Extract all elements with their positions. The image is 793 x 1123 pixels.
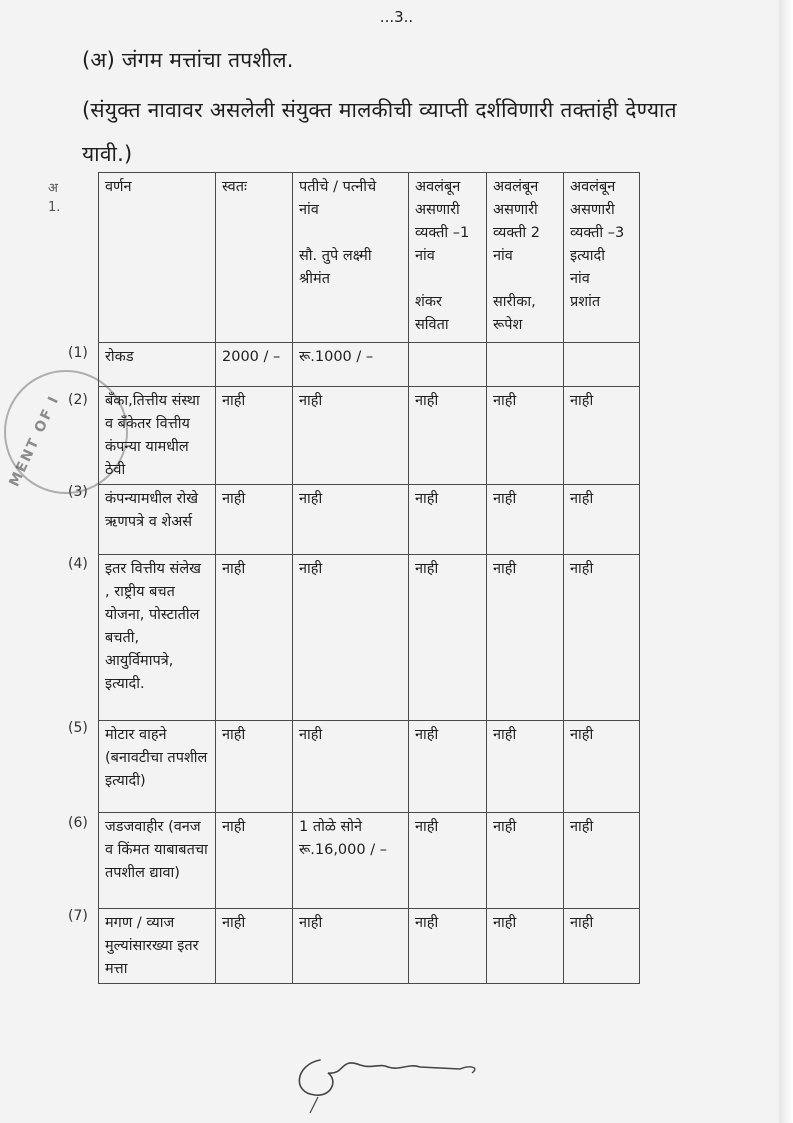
cell-dependent-1: नाही	[409, 485, 487, 555]
page-number: ...3..	[379, 8, 414, 26]
header-line: श्रीमंत	[299, 271, 330, 287]
header-line: नांव	[415, 248, 435, 264]
cell-description: मोटार वाहने (बनावटीचा तपशील इत्यादी)	[99, 721, 216, 813]
header-line: असणारी	[570, 202, 615, 218]
row-number: (7)	[68, 908, 88, 924]
cell-dependent-3	[564, 343, 640, 387]
cell-dependent-2: नाही	[487, 721, 564, 813]
header-cell	[99, 173, 216, 343]
header-line: सविता	[415, 317, 449, 333]
row-number: (4)	[68, 556, 88, 572]
header-line: अवलंबून	[415, 179, 461, 195]
cell-description: रोकड	[99, 343, 216, 387]
header-line: पतीचे / पत्नीचे	[299, 179, 377, 195]
margin-mark: अ	[48, 181, 58, 196]
table-row	[99, 909, 640, 984]
header-line: रूपेश	[493, 317, 523, 333]
header-cell	[293, 173, 409, 343]
cell-spouse: नाही	[293, 555, 409, 721]
row-number: (5)	[68, 720, 88, 736]
header-line: नांव	[299, 202, 319, 218]
cell-spouse: रू.1000 / –	[293, 343, 409, 387]
cell-dependent-1: नाही	[409, 555, 487, 721]
table-row	[99, 813, 640, 909]
header-line: असणारी	[493, 202, 538, 218]
movable-assets-table	[98, 172, 640, 984]
cell-dependent-2: नाही	[487, 909, 564, 984]
cell-description: बँका,तित्तीय संस्था व बँकेतर वित्तीय कंपन्या यामधील ठेवी	[99, 387, 216, 485]
cell-spouse: 1 तोळे सोने रू.16,000 / –	[293, 813, 409, 909]
cell-spouse: नाही	[293, 485, 409, 555]
cell-description: जडजवाहीर (वनज व किंमत याबाबतचा तपशील द्यावा)	[99, 813, 216, 909]
cell-description: कंपन्यामधील रोखे ऋणपत्रे व शेअर्स	[99, 485, 216, 555]
margin-mark: 1.	[48, 200, 61, 215]
header-cell	[564, 173, 640, 343]
cell-spouse: नाही	[293, 721, 409, 813]
cell-self: 2000 / –	[216, 343, 293, 387]
table-row	[99, 387, 640, 485]
header-line: नांव	[493, 248, 513, 264]
header-line: व्यक्ती –3	[570, 225, 625, 241]
signature	[290, 1045, 510, 1115]
table-row	[99, 555, 640, 721]
cell-dependent-3: नाही	[564, 813, 640, 909]
section-subheading: (संयुक्त नावावर असलेली संयुक्त मालकीची व्याप्ती दर्शविणारी तक्तांही देण्यात यावी.)	[82, 98, 677, 166]
header-line: असणारी	[415, 202, 460, 218]
table-row	[99, 343, 640, 387]
cell-dependent-1	[409, 343, 487, 387]
cell-dependent-3: नाही	[564, 485, 640, 555]
cell-dependent-1: नाही	[409, 813, 487, 909]
header-cell	[409, 173, 487, 343]
cell-dependent-3: नाही	[564, 909, 640, 984]
stamp-text: MENT OF I	[6, 392, 63, 490]
cell-spouse: नाही	[293, 909, 409, 984]
header-line: शंकर	[415, 294, 442, 310]
cell-self: नाही	[216, 909, 293, 984]
header-line: स्वतः	[222, 179, 247, 195]
cell-dependent-3: नाही	[564, 721, 640, 813]
cell-self: नाही	[216, 721, 293, 813]
header-cell	[487, 173, 564, 343]
cell-dependent-3: नाही	[564, 555, 640, 721]
cell-spouse: नाही	[293, 387, 409, 485]
header-line: अवलंबून	[570, 179, 616, 195]
cell-description: इतर वित्तीय संलेख , राष्ट्रीय बचत योजना, पोस्टातील बचती, आयुर्विमापत्रे, इत्यादी.	[99, 555, 216, 721]
cell-dependent-1: नाही	[409, 721, 487, 813]
header-line: नांव	[570, 271, 590, 287]
header-line: वर्णन	[105, 179, 132, 195]
cell-dependent-2	[487, 343, 564, 387]
header-line: प्रशांत	[570, 294, 601, 310]
cell-self: नाही	[216, 813, 293, 909]
cell-dependent-2: नाही	[487, 485, 564, 555]
cell-dependent-1: नाही	[409, 909, 487, 984]
row-number: (2)	[68, 392, 88, 408]
cell-dependent-1: नाही	[409, 387, 487, 485]
row-number: (1)	[68, 345, 88, 361]
cell-description: मगण / व्याज मुल्यांसारख्या इतर मत्ता	[99, 909, 216, 984]
header-line: व्यक्ती 2	[493, 225, 540, 241]
row-number: (3)	[68, 484, 88, 500]
table-row	[99, 485, 640, 555]
table-header-row	[99, 173, 640, 343]
cell-dependent-3: नाही	[564, 387, 640, 485]
cell-self: नाही	[216, 555, 293, 721]
header-line: सौ. तुपे लक्ष्मी	[299, 248, 372, 264]
cell-self: नाही	[216, 485, 293, 555]
cell-dependent-2: नाही	[487, 813, 564, 909]
header-cell	[216, 173, 293, 343]
cell-dependent-2: नाही	[487, 387, 564, 485]
page-edge	[779, 0, 793, 1123]
cell-self: नाही	[216, 387, 293, 485]
header-line: अवलंबून	[493, 179, 539, 195]
header-line: सारीका,	[493, 294, 536, 310]
header-line: इत्यादी	[570, 248, 605, 264]
table-row	[99, 721, 640, 813]
row-number: (6)	[68, 815, 88, 831]
header-line: व्यक्ती –1	[415, 225, 470, 241]
cell-dependent-2: नाही	[487, 555, 564, 721]
section-heading: (अ) जंगम मत्तांचा तपशील.	[82, 48, 294, 72]
